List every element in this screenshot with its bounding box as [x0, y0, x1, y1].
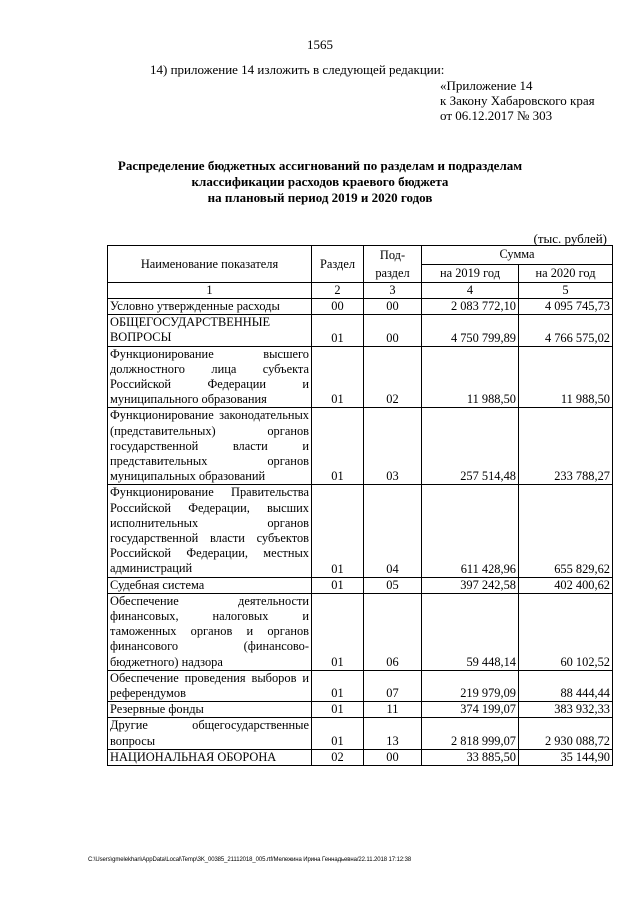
- table-row: [108, 485, 613, 577]
- header-subsection: Под-раздел: [364, 246, 422, 283]
- row-value-2020: 4 766 575,02: [519, 315, 613, 346]
- row-subsection: 11: [364, 702, 422, 718]
- column-index: 4: [422, 283, 519, 299]
- row-value-2019: 2 818 999,07: [422, 718, 519, 749]
- appendix-line-2: к Закону Хабаровского края: [440, 93, 595, 108]
- row-subsection: 03: [364, 408, 422, 485]
- row-value-2019: 397 242,58: [422, 577, 519, 593]
- table-row: [108, 577, 613, 593]
- units-label: (тыс. рублей): [533, 231, 607, 246]
- row-name: НАЦИОНАЛЬНАЯ ОБОРОНА: [108, 749, 312, 765]
- column-index: 2: [312, 283, 364, 299]
- row-name: Судебная система: [108, 577, 312, 593]
- row-value-2020: 4 095 745,73: [519, 299, 613, 315]
- intro-text: 14) приложение 14 изложить в следующей редакции:: [150, 62, 445, 77]
- row-section: 01: [312, 670, 364, 701]
- row-name: ОБЩЕГОСУДАРСТВЕННЫЕ ВОПРОСЫ: [108, 315, 312, 346]
- table-row: [108, 315, 613, 346]
- row-name: Условно утвержденные расходы: [108, 299, 312, 315]
- table-row: [108, 346, 613, 408]
- row-value-2020: 233 788,27: [519, 408, 613, 485]
- row-name: Другие общегосударственные вопросы: [108, 718, 312, 749]
- row-value-2019: 59 448,14: [422, 593, 519, 670]
- column-index-row: [108, 283, 613, 299]
- row-name: Обеспечение проведения выборов и референдумов: [108, 670, 312, 701]
- table-row: [108, 749, 613, 765]
- row-name: Функционирование высшего должностного лица субъекта Российской Федерации и муниципального образования: [108, 346, 312, 408]
- table-row: [108, 593, 613, 670]
- row-section: 00: [312, 299, 364, 315]
- row-value-2020: 402 400,62: [519, 577, 613, 593]
- row-section: 01: [312, 346, 364, 408]
- row-section: 01: [312, 702, 364, 718]
- row-subsection: 07: [364, 670, 422, 701]
- row-value-2020: 11 988,50: [519, 346, 613, 408]
- row-value-2019: 257 514,48: [422, 408, 519, 485]
- row-value-2019: 4 750 799,89: [422, 315, 519, 346]
- title-line-3: на плановый период 2019 и 2020 годов: [207, 190, 433, 205]
- row-subsection: 04: [364, 485, 422, 577]
- row-subsection: 05: [364, 577, 422, 593]
- row-subsection: 00: [364, 299, 422, 315]
- column-index: 1: [108, 283, 312, 299]
- table-row: [108, 299, 613, 315]
- row-section: 01: [312, 408, 364, 485]
- appendix-reference: [440, 78, 595, 123]
- row-name: Функционирование Правительства Российской Федерации, высших исполнительных органов государственной власти субъектов Российской Федерации, местных администраций: [108, 485, 312, 577]
- file-path-footer: C:\Users\gmelekhan\AppData\Local\Temp\3K_00385_21112018_005.rtf/Мележина Ирина Геннадьевна/22.11.2018 17:12:38: [88, 857, 412, 863]
- row-subsection: 13: [364, 718, 422, 749]
- row-value-2019: 11 988,50: [422, 346, 519, 408]
- row-subsection: 06: [364, 593, 422, 670]
- header-2020: на 2020 год: [519, 264, 613, 283]
- row-value-2020: 2 930 088,72: [519, 718, 613, 749]
- header-name: Наименование показателя: [108, 246, 312, 283]
- title-line-2: классификации расходов краевого бюджета: [191, 174, 449, 189]
- row-value-2020: 35 144,90: [519, 749, 613, 765]
- row-section: 01: [312, 577, 364, 593]
- column-index: 5: [519, 283, 613, 299]
- row-value-2020: 655 829,62: [519, 485, 613, 577]
- row-value-2019: 611 428,96: [422, 485, 519, 577]
- column-index: 3: [364, 283, 422, 299]
- row-section: 01: [312, 593, 364, 670]
- row-section: 02: [312, 749, 364, 765]
- row-section: 01: [312, 718, 364, 749]
- row-value-2020: 88 444,44: [519, 670, 613, 701]
- table-row: [108, 408, 613, 485]
- table-row: [108, 718, 613, 749]
- header-sum: Сумма: [422, 246, 613, 265]
- row-name: Функционирование законодательных (представительных) органов государственной власти и представительных органов муниципальных образований: [108, 408, 312, 485]
- appendix-line-3: от 06.12.2017 № 303: [440, 108, 553, 123]
- page-number: 1565: [307, 37, 333, 52]
- row-section: 01: [312, 315, 364, 346]
- row-value-2019: 33 885,50: [422, 749, 519, 765]
- row-value-2020: 60 102,52: [519, 593, 613, 670]
- table-row: [108, 670, 613, 701]
- appendix-line-1: «Приложение 14: [440, 78, 533, 93]
- title-line-1: Распределение бюджетных ассигнований по разделам и подразделам: [117, 158, 523, 173]
- row-subsection: 00: [364, 749, 422, 765]
- budget-table: [107, 245, 613, 766]
- table-row: [108, 702, 613, 718]
- row-subsection: 02: [364, 346, 422, 408]
- row-value-2019: 374 199,07: [422, 702, 519, 718]
- row-value-2019: 2 083 772,10: [422, 299, 519, 315]
- document-title: [100, 158, 540, 206]
- header-section: Раздел: [312, 246, 364, 283]
- row-name: Резервные фонды: [108, 702, 312, 718]
- header-2019: на 2019 год: [422, 264, 519, 283]
- row-value-2019: 219 979,09: [422, 670, 519, 701]
- row-section: 01: [312, 485, 364, 577]
- row-value-2020: 383 932,33: [519, 702, 613, 718]
- row-name: Обеспечение деятельности финансовых, налоговых и таможенных органов и органов финансового (финансово-бюджетного) надзора: [108, 593, 312, 670]
- row-subsection: 00: [364, 315, 422, 346]
